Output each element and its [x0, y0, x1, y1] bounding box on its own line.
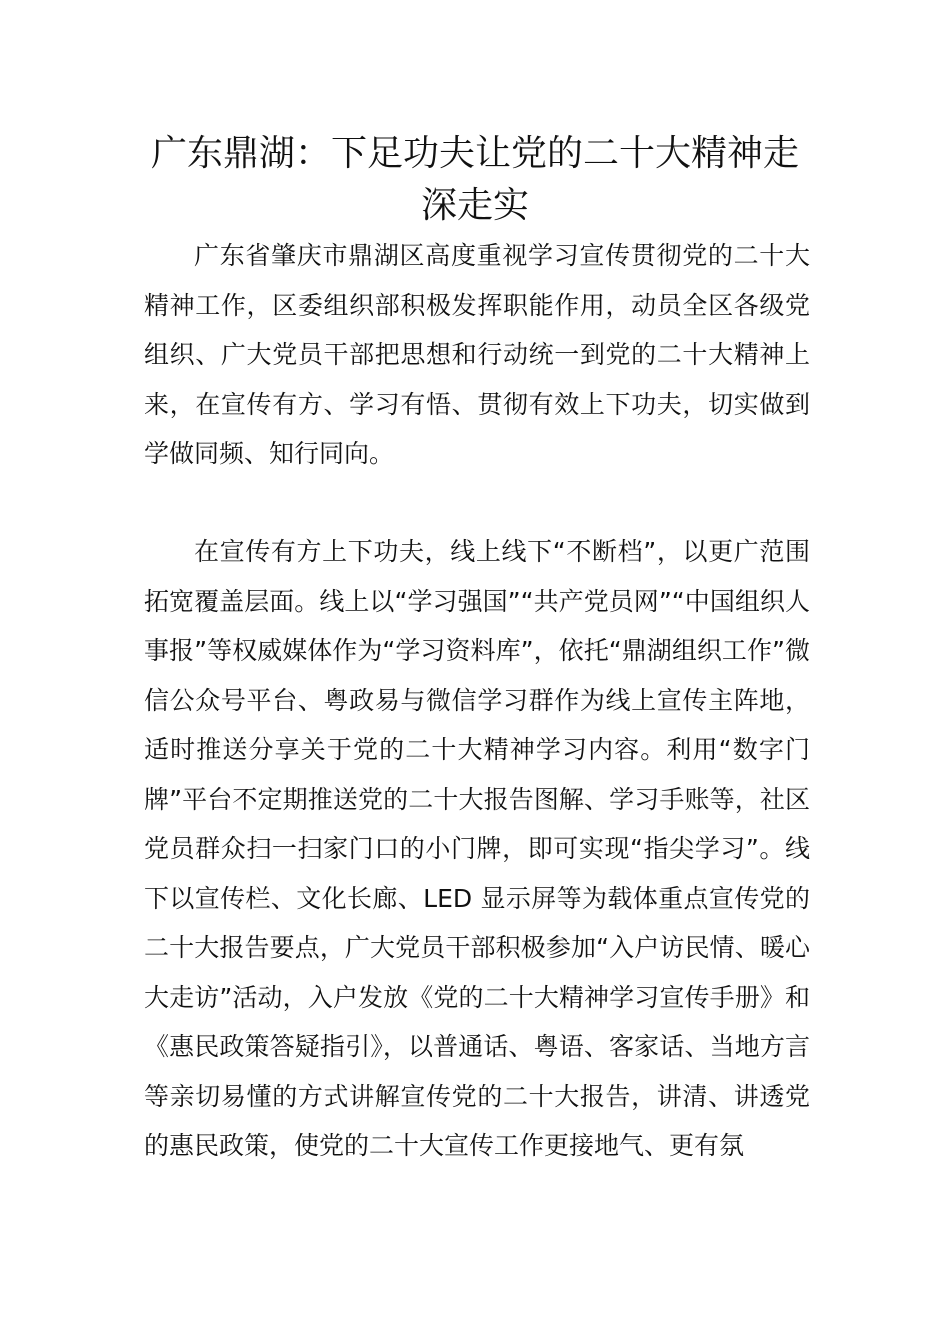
document-title: 广东鼎湖：下足功夫让党的二十大精神走深走实 — [150, 133, 799, 226]
paragraph-intro: 广东省肇庆市鼎湖区高度重视学习宣传贯彻党的二十大精神工作，区委组织部积极发挥职能作用，动员全区各级党组织、广大党员干部把思想和行动统一到党的二十大精神上来，在宣传有方、学习有悟、贯彻有效上下功夫，切实做到学做同频、知行同向。 — [144, 241, 810, 468]
paragraph-publicity: 在宣传有方上下功夫，线上线下“不断档”，以更广范围拓宽覆盖层面。线上以“学习强国”“共产党员网”“中国组织人事报”等权威媒体作为“学习资料库”，依托“鼎湖组织工作”微信公众号平台、粤政易与微信学习群作为线上宣传主阵地，适时推送分享关于党的二十大精神学习内容。利用“数字门牌”平台不定期推送党的二十大报告图解、学习手账等，社区党员群众扫一扫家门口的小门牌，即可实现“指尖学习”。线下以宣传栏、文化长廊、LED 显示屏等为载体重点宣传党的二十大报告要点，广大党员干部积极参加“入户访民情、暖心大走访”活动，入户发放《党的二十大精神学习宣传手册》和《惠民政策答疑指引》，以普通话、粤语、客家话、当地方言等亲切易懂的方式讲解宣传党的二十大报告，讲清、讲透党的惠民政策，使党的二十大宣传工作更接地气、更有氛 — [144, 537, 810, 1160]
